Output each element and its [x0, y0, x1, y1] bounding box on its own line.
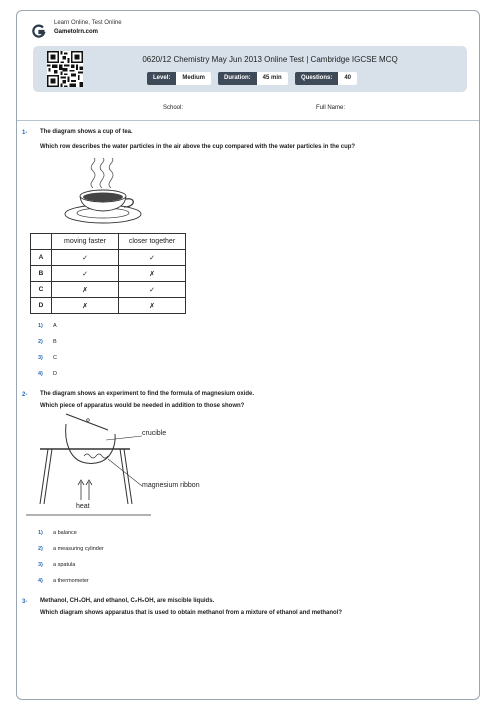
question-2-number: 2-: [22, 392, 28, 398]
question-3-number: 3-: [22, 599, 28, 605]
table-header-row: [31, 234, 186, 250]
table-row: [31, 250, 186, 266]
fullname-label: Full Name:: [316, 105, 346, 111]
table-header-blank: [31, 234, 52, 250]
option-number: 3): [38, 562, 43, 568]
answer-option-d[interactable]: D: [53, 371, 57, 377]
cell-moving-faster: ✗: [52, 298, 119, 314]
level-label: Level:: [147, 72, 176, 85]
cell-moving-faster: ✓: [52, 250, 119, 266]
questions-pill: [295, 72, 357, 85]
cup-of-tea-diagram: [58, 158, 148, 228]
cell-closer-together: ✗: [119, 298, 186, 314]
questions-label: Questions:: [295, 72, 338, 85]
answer-option-spatula[interactable]: a spatula: [53, 562, 76, 568]
option-number: 3): [38, 355, 43, 361]
duration-value: 45 min: [257, 72, 288, 85]
option-number: 1): [38, 323, 43, 329]
duration-pill: [218, 72, 288, 85]
cell-closer-together: ✗: [119, 266, 186, 282]
divider: [17, 120, 479, 121]
answer-option-balance[interactable]: a balance: [53, 530, 77, 536]
option-number: 2): [38, 339, 43, 345]
table-row: [31, 282, 186, 298]
question-1-line-1: The diagram shows a cup of tea.: [40, 129, 133, 135]
page-frame: [16, 10, 480, 700]
gametolrn-logo-icon: [32, 24, 46, 38]
cell-closer-together: ✓: [119, 250, 186, 266]
questions-value: 40: [338, 72, 357, 85]
brand-tagline: Learn Online, Test Online: [54, 20, 122, 26]
cell-moving-faster: ✓: [52, 266, 119, 282]
row-label: C: [31, 282, 52, 298]
answer-option-thermometer[interactable]: a thermometer: [53, 578, 89, 584]
question-2-line-1: The diagram shows an experiment to find the formula of magnesium oxide.: [40, 391, 255, 397]
option-number: 2): [38, 546, 43, 552]
option-number: 1): [38, 530, 43, 536]
duration-label: Duration:: [218, 72, 257, 85]
cell-closer-together: ✓: [119, 282, 186, 298]
row-label: A: [31, 250, 52, 266]
table-row: [31, 298, 186, 314]
answer-option-c[interactable]: C: [53, 355, 57, 361]
table-header-moving-faster: moving faster: [52, 234, 119, 250]
crucible-label: crucible: [142, 430, 167, 437]
cell-moving-faster: ✗: [52, 282, 119, 298]
question-1-number: 1-: [22, 130, 28, 136]
level-pill: [147, 72, 211, 85]
question-1-line-2: Which row describes the water particles in the air above the cup compared with the water particles in the cup?: [40, 144, 356, 150]
row-label: B: [31, 266, 52, 282]
answer-option-a[interactable]: A: [53, 323, 57, 329]
question-2-line-2: Which piece of apparatus would be needed in addition to those shown?: [40, 403, 245, 409]
answer-option-measuring-cylinder[interactable]: a measuring cylinder: [53, 546, 104, 552]
test-title: 0620/12 Chemistry May Jun 2013 Online Test | Cambridge IGCSE MCQ: [142, 55, 398, 64]
answer-option-b[interactable]: B: [53, 339, 57, 345]
answer-table: [30, 233, 186, 314]
question-3-line-2: Which diagram shows apparatus that is used to obtain methanol from a mixture of ethanol and methanol?: [40, 610, 343, 616]
option-number: 4): [38, 578, 43, 584]
school-label: School:: [163, 105, 184, 111]
question-3-line-1: Methanol, CH₃OH, and ethanol, C₂H₅OH, are miscible liquids.: [40, 598, 215, 604]
option-number: 4): [38, 371, 43, 377]
heat-label: heat: [76, 503, 90, 510]
table-header-closer-together: closer together: [119, 234, 186, 250]
table-row: [31, 266, 186, 282]
level-value: Medium: [176, 72, 211, 85]
test-header: [33, 46, 467, 92]
brand-site-link[interactable]: Gametolrn.com: [54, 29, 99, 35]
magnesium-ribbon-label: magnesium ribbon: [142, 482, 200, 489]
row-label: D: [31, 298, 52, 314]
